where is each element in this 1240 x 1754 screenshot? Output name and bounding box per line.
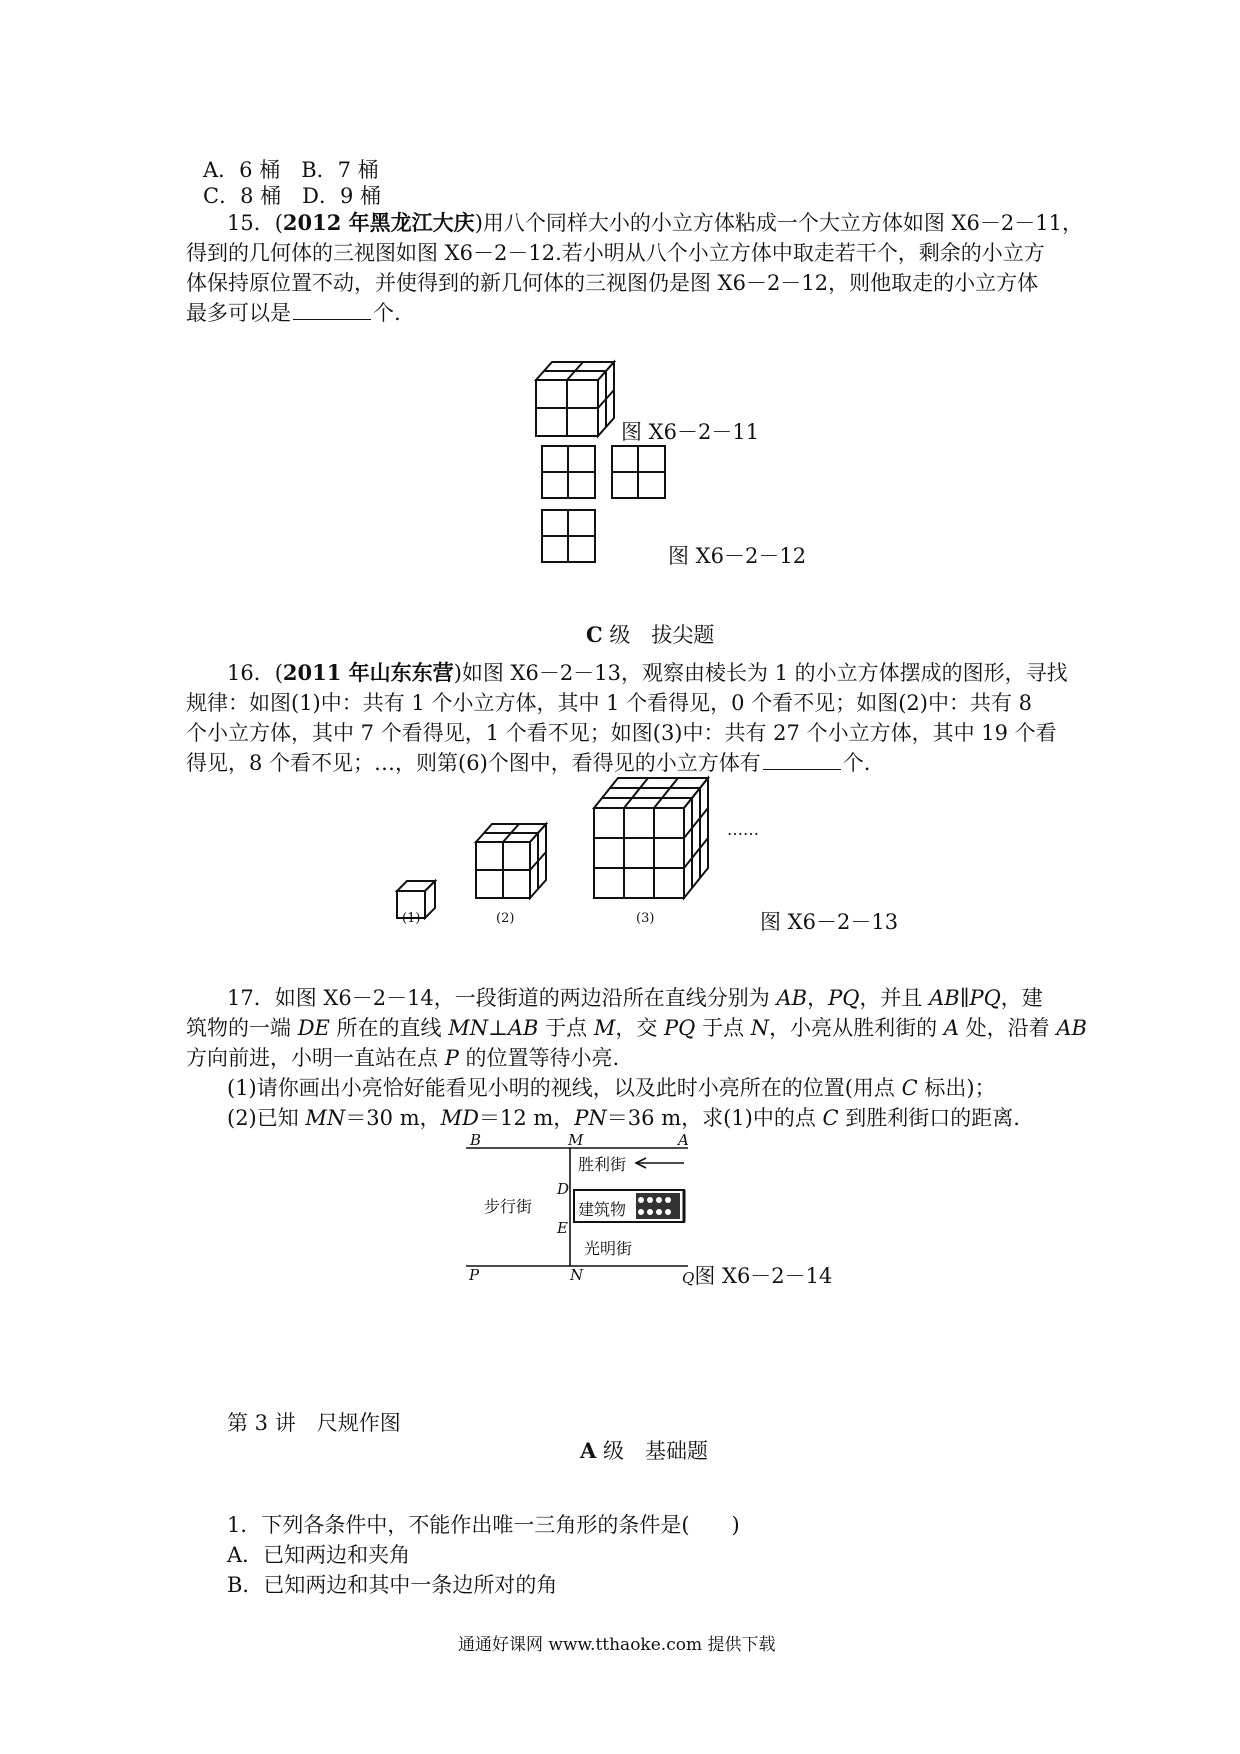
cube-label-3: (3) (636, 911, 655, 926)
q16-source: 2011 年山东东营 (282, 660, 454, 685)
buxing-street-label: 步行街 (484, 1197, 533, 1216)
lecture3-q1: 1．下列各条件中，不能作出唯一三角形的条件是( ) (227, 1513, 740, 1537)
q15-line4: 最多可以是 个. (186, 301, 401, 325)
q17-line4: (1)请你画出小亮恰好能看见小明的视线，以及此时小亮所在的位置(用点 C 标出)； (227, 1076, 996, 1100)
q17-line1: 17．如图 X6－2－14，一段街道的两边沿所在直线分别为 AB，PQ，并且 AB∥PQ，建 (227, 986, 1043, 1010)
level-a-heading: A 级 基础题 (580, 1438, 708, 1463)
lecture3-q1-option-a: A．已知两边和夹角 (227, 1543, 411, 1567)
point-p-label: P (469, 1266, 480, 1284)
point-a-label: A (678, 1131, 689, 1149)
point-m-label: M (568, 1131, 584, 1149)
q15-line3: 体保持原位置不动，并使得到的新几何体的三视图仍是图 X6－2－12，则他取走的小立方体 (186, 271, 1039, 295)
point-b-label: B (470, 1131, 482, 1149)
q16-line3: 个小立方体，其中 7 个看得见，1 个看不见；如图(3)中：共有 27 个小立方体，其中 19 个看 (186, 721, 1057, 745)
figure-x6-2-14-caption: Q图 X6－2－14 (682, 1264, 833, 1288)
level-c-heading: C 级 拔尖题 (586, 622, 715, 647)
q15-text1: )用八个同样大小的小立方体粘成一个大立方体如图 X6－2－11， (474, 211, 1083, 235)
q17-line2: 筑物的一端 DE 所在的直线 MN⊥AB 于点 M，交 PQ 于点 N，小亮从胜利街的 A 处，沿着 AB (186, 1016, 1087, 1040)
q15-number: 15．( (227, 211, 283, 235)
point-d-label: D (557, 1180, 570, 1198)
guangming-street-label: 光明街 (584, 1239, 633, 1258)
q16-line2: 规律：如图(1)中：共有 1 个小立方体，其中 1 个看得见，0 个看不见；如图(2)中：共有 8 (186, 691, 1032, 715)
lecture3-q1-option-b: B．已知两边和其中一条边所对的角 (227, 1573, 558, 1597)
q14-options-line1: A．6 桶 B．7 桶 (203, 158, 379, 182)
lecture3-title: 第 3 讲 尺规作图 (227, 1411, 401, 1435)
page-footer: 通通好课网 www.tthaoke.com 提供下载 (458, 1635, 776, 1655)
q16-text1: )如图 X6－2－13，观察由棱长为 1 的小立方体摆成的图形，寻找 (453, 661, 1068, 685)
q16-number: 16．( (227, 661, 283, 685)
figure-x6-2-12-caption: 图 X6－2－12 (668, 544, 807, 568)
building-label: 建筑物 (578, 1200, 627, 1219)
figure-x6-2-13-caption: 图 X6－2－13 (760, 910, 899, 934)
q17-line5: (2)已知 MN＝30 m，MD＝12 m，PN＝36 m，求(1)中的点 C 到胜利街口的距离. (227, 1106, 1020, 1130)
cube-label-1: (1) (402, 911, 421, 926)
q15-line2: 得到的几何体的三视图如图 X6－2－12.若小明从八个小立方体中取走若干个，剩余的小立方 (186, 241, 1045, 265)
point-e-label: E (557, 1219, 568, 1237)
q16-line4: 得见，8 个看不见；…，则第(6)个图中，看得见的小立方体有 个. (186, 751, 871, 775)
q14-options-line2: C．8 桶 D．9 桶 (203, 184, 381, 208)
q17-line3: 方向前进，小明一直站在点 P 的位置等待小亮. (186, 1046, 620, 1070)
point-n-label: N (570, 1266, 584, 1284)
q15-source: 2012 年黑龙江大庆 (282, 210, 475, 235)
figure-x6-2-11-caption: 图 X6－2－11 (621, 420, 760, 444)
cube-label-2: (2) (496, 911, 515, 926)
shengli-street-label: 胜利街 (578, 1155, 627, 1174)
ellipsis: …… (727, 820, 759, 839)
